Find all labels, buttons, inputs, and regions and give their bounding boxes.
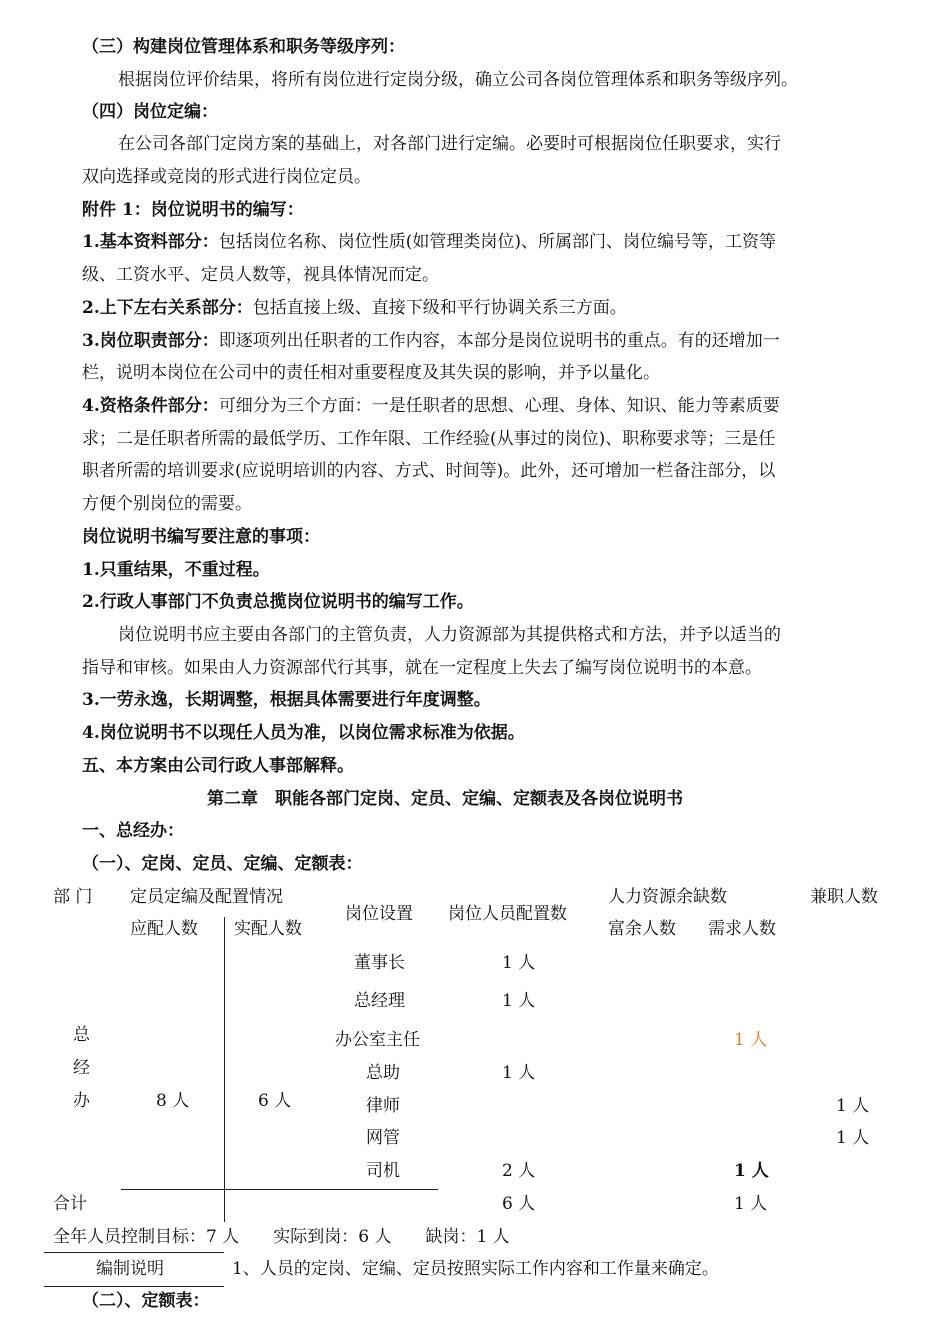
header-hr-gap: 人力资源余缺数 — [608, 887, 727, 907]
header-actual: 实配人数 — [234, 919, 302, 939]
position-netadmin: 网管 — [366, 1128, 400, 1148]
item-4-text: 可细分为三个方面：一是任职者的思想、心理、身体、知识、能力等素质要 — [218, 396, 780, 416]
item-1-line2: 级、工资水平、定员人数等，视具体情况而定。 — [82, 265, 439, 285]
planned-count: 8 人 — [156, 1091, 190, 1111]
alloc-chairman: 1 人 — [502, 953, 536, 973]
item-2-text: 包括直接上级、直接下级和平行协调关系三方面。 — [252, 298, 627, 318]
item-4 — [82, 395, 780, 417]
actual-count: 6 人 — [258, 1091, 292, 1111]
alloc-gm: 1 人 — [502, 991, 536, 1011]
alloc-driver: 2 人 — [502, 1161, 536, 1181]
item-1 — [82, 231, 776, 253]
item-4-line3: 职者所需的培训要求(应说明培训的内容、方式、时间等)。此外，还可增加一栏备注部分，以 — [82, 461, 776, 481]
item-1-head: 1.基本资料部分： — [82, 232, 219, 252]
header-alloc: 岗位人员配置数 — [448, 904, 567, 924]
section-3-text: 根据岗位评价结果，将所有岗位进行定岗分级，确立公司各岗位管理体系和职务等级序列。 — [118, 70, 798, 90]
item-1-text: 包括岗位名称、岗位性质(如管理类岗位)、所属部门、岗位编号等，工资等 — [218, 232, 777, 252]
demand-office-director: 1 人 — [734, 1030, 768, 1050]
table-divider-vertical — [224, 917, 225, 1222]
table-divider-total — [121, 1189, 438, 1190]
position-office-director: 办公室主任 — [335, 1030, 420, 1050]
parttime-netadmin: 1 人 — [836, 1128, 870, 1148]
item-3-head: 3.岗位职责部分： — [82, 331, 219, 351]
section-3-title: （三）构建岗位管理体系和职务等级序列： — [82, 37, 405, 57]
section-4-title: （四）岗位定编： — [82, 102, 218, 122]
note-2-text-line1: 岗位说明书应主要由各部门的主管负责，人力资源部为其提供格式和方法，并予以适当的 — [118, 625, 781, 645]
chapter-2-title: 第二章 职能各部门定岗、定员、定编、定额表及各岗位说明书 — [207, 789, 683, 809]
attachment-1-title: 附件 1：岗位说明书的编写： — [82, 200, 304, 220]
item-3-line2: 栏，说明本岗位在公司中的责任相对重要程度及其失误的影响，并予以量化。 — [82, 363, 660, 383]
total-alloc: 6 人 — [502, 1194, 536, 1214]
item-3 — [82, 330, 780, 352]
note-label: 编制说明 — [96, 1259, 164, 1279]
notes-title: 岗位说明书编写要注意的事项： — [82, 527, 320, 547]
item-4-head: 4.资格条件部分： — [82, 396, 219, 416]
header-demand: 需求人数 — [708, 919, 776, 939]
dept-char-2: 经 — [73, 1058, 90, 1078]
note-1: 1.只重结果，不重过程。 — [82, 560, 270, 580]
position-assistant: 总助 — [366, 1063, 400, 1083]
note-2: 2.行政人事部门不负责总揽岗位说明书的编写工作。 — [82, 592, 474, 612]
header-position: 岗位设置 — [345, 904, 413, 924]
demand-driver: 1 人 — [734, 1161, 769, 1181]
position-gm: 总经理 — [354, 991, 405, 1011]
gm-office-title: 一、总经办： — [82, 821, 184, 841]
item-3-text: 即逐项列出任职者的工作内容，本部分是岗位说明书的重点。有的还增加一 — [218, 331, 780, 351]
note-bottom-rule — [44, 1286, 224, 1287]
parttime-lawyer: 1 人 — [836, 1096, 870, 1116]
note-2-text-line2: 指导和审核。如果由人力资源部代行其事，就在一定程度上失去了编写岗位说明书的本意。 — [82, 658, 762, 678]
header-parttime: 兼职人数 — [810, 887, 878, 907]
item-4-line2: 求；二是任职者所需的最低学历、工作年限、工作经验(从事过的岗位)、职称要求等；三是任 — [82, 429, 776, 449]
section-4-text-line2: 双向选择或竞岗的形式进行岗位定员。 — [82, 167, 371, 187]
note-top-rule — [44, 1252, 224, 1253]
alloc-assistant: 1 人 — [502, 1063, 536, 1083]
summary-line: 全年人员控制目标：7 人 实际到岗：6 人 缺岗：1 人 — [53, 1227, 510, 1247]
position-driver: 司机 — [366, 1161, 400, 1181]
position-chairman: 董事长 — [354, 953, 405, 973]
dept-char-3: 办 — [73, 1091, 90, 1111]
header-dept: 部 门 — [53, 887, 93, 907]
header-planned: 应配人数 — [130, 919, 198, 939]
dept-char-1: 总 — [73, 1025, 90, 1045]
note-text: 1、人员的定岗、定编、定员按照实际工作内容和工作量来确定。 — [232, 1259, 719, 1279]
section-5: 五、本方案由公司行政人事部解释。 — [82, 756, 354, 776]
total-label: 合计 — [53, 1194, 87, 1214]
item-2-head: 2.上下左右关系部分： — [82, 298, 253, 318]
header-staffing: 定员定编及配置情况 — [130, 887, 283, 907]
section-4-text-line1: 在公司各部门定岗方案的基础上，对各部门进行定编。必要时可根据岗位任职要求，实行 — [118, 134, 781, 154]
position-lawyer: 律师 — [366, 1096, 400, 1116]
header-surplus: 富余人数 — [608, 919, 676, 939]
item-2 — [82, 297, 627, 319]
item-4-line4: 方便个别岗位的需要。 — [82, 494, 252, 514]
gm-office-subtitle-1: （一）、定岗、定员、定编、定额表： — [82, 854, 363, 874]
note-4: 4.岗位说明书不以现任人员为准，以岗位需求标准为依据。 — [82, 723, 525, 743]
total-demand: 1 人 — [734, 1194, 768, 1214]
note-3: 3.一劳永逸，长期调整，根据具体需要进行年度调整。 — [82, 690, 491, 710]
gm-office-subtitle-2: （二）、定额表： — [82, 1291, 210, 1311]
